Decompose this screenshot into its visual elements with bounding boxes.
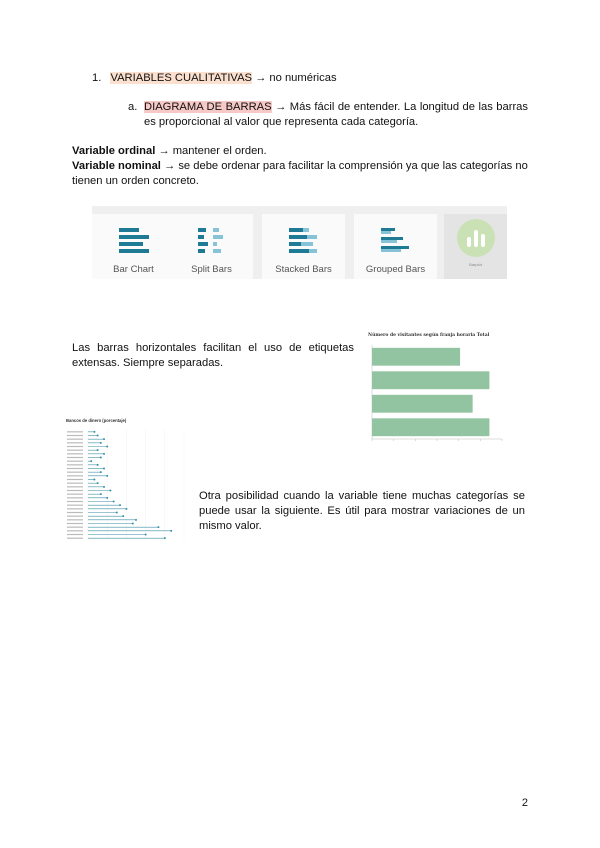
dot: [157, 526, 159, 528]
paragraph-horizontal-bars: Las barras horizontales facilitan el uso de etiquetas extensas. Siempre separadas.: [72, 342, 354, 369]
stacked-bars-icon: [287, 226, 321, 254]
dot: [122, 515, 124, 517]
dot: [103, 486, 105, 488]
category-label: [67, 439, 83, 440]
diagram-highlight: DIAGRAMA DE BARRAS: [144, 101, 272, 113]
chart-type-label: Bar Chart: [113, 264, 154, 275]
bar-chart-icon: [117, 226, 151, 254]
chart-title: Bancos de dinero (porcentaje): [66, 418, 127, 423]
chart-type-split-bars[interactable]: [170, 214, 253, 279]
page-number: 2: [521, 797, 528, 809]
category-label: [67, 512, 83, 513]
dot: [116, 512, 118, 514]
heading-highlight: VARIABLES CUALITATIVAS: [110, 72, 252, 84]
category-label: [67, 490, 83, 491]
category-label: [67, 494, 83, 495]
category-label: [67, 450, 83, 451]
dot: [100, 457, 102, 459]
category-label: [67, 538, 83, 539]
dot: [119, 504, 121, 506]
category-label: [67, 508, 83, 509]
dot-plot-chart: [66, 418, 186, 553]
bar: [372, 395, 473, 413]
split-bars-icon: [195, 226, 229, 254]
category-label: [67, 442, 83, 443]
chart-type-grouped-bars[interactable]: [354, 214, 437, 279]
chart-type-label: Grouped Bars: [365, 264, 426, 275]
dot: [103, 468, 105, 470]
paragraph-other-option: Otra posibilidad cuando la variable tiene muchas categorías se puede usar la siguiente. Es útil para mostrar variaciones de un mismo valor.: [199, 490, 525, 532]
dot: [109, 490, 111, 492]
item1-text: → no numéricas: [252, 72, 337, 84]
category-label: [67, 435, 83, 436]
category-label: [67, 505, 83, 506]
chart-type-stacked-bars[interactable]: [262, 214, 345, 279]
category-label: [67, 475, 83, 476]
ordinal-text: → mantener el orden.: [155, 145, 267, 157]
nominal-text: → se debe ordenar para facilitar la comprensión ya que las categorías no tienen un orden concreto.: [72, 160, 528, 187]
dot: [100, 471, 102, 473]
dot: [100, 442, 102, 444]
dot: [93, 431, 95, 433]
category-label: [67, 472, 83, 473]
category-label: [67, 464, 83, 465]
chart-type-label: Barplot: [469, 262, 482, 267]
list-letter: a.: [128, 101, 138, 113]
category-label: [67, 457, 83, 458]
item-a-text: → Más fácil de entender. La longitud de las barras es proporcional al valor que representa cada categoría.: [144, 101, 528, 128]
list-number: 1.: [92, 72, 102, 84]
category-label: [67, 486, 83, 487]
dot: [106, 497, 108, 499]
chart-type-strip: [92, 206, 507, 279]
category-label: [67, 534, 83, 535]
dot: [100, 493, 102, 495]
bar: [372, 348, 460, 366]
category-label: [67, 431, 83, 432]
horizontal-bar-chart: [366, 333, 508, 453]
dot: [135, 519, 137, 521]
category-label: [67, 453, 83, 454]
barplot-icon: [456, 218, 496, 258]
category-label: [67, 461, 83, 462]
dot-plot: [66, 424, 186, 550]
dot: [97, 482, 99, 484]
dot: [90, 460, 92, 462]
chart-type-barplot[interactable]: [444, 214, 507, 279]
dot: [164, 537, 166, 539]
category-label: [67, 497, 83, 498]
dot: [97, 449, 99, 451]
dot: [103, 438, 105, 440]
category-label: [67, 519, 83, 520]
dot: [132, 523, 134, 525]
list-item-a: [128, 100, 528, 130]
ordinal-line: [72, 144, 528, 159]
category-label: [67, 468, 83, 469]
dot: [103, 453, 105, 455]
dot: [106, 446, 108, 448]
category-label: [67, 479, 83, 480]
dot: [93, 479, 95, 481]
bar: [372, 418, 489, 436]
category-label: [67, 527, 83, 528]
chart-type-label: Stacked Bars: [275, 264, 332, 275]
category-label: [67, 501, 83, 502]
dot: [125, 508, 127, 510]
dot: [170, 530, 172, 532]
category-label: [67, 516, 83, 517]
dot: [97, 464, 99, 466]
dot: [113, 501, 115, 503]
dot: [106, 475, 108, 477]
category-label: [67, 523, 83, 524]
ordinal-term: Variable ordinal: [72, 145, 156, 157]
dot: [97, 435, 99, 437]
list-item-1: [92, 71, 337, 86]
nominal-line: [72, 159, 528, 189]
chart-type-bar-chart[interactable]: [92, 214, 175, 279]
category-label: [67, 530, 83, 531]
grouped-bars-icon: [379, 226, 413, 254]
category-label: [67, 446, 83, 447]
bar: [372, 371, 489, 389]
category-label: [67, 483, 83, 484]
bar-chart-plot: [366, 339, 508, 453]
chart-title: Número de visitantes según franja horaria Total: [368, 333, 490, 338]
chart-type-label: Split Bars: [191, 264, 232, 275]
dot: [145, 534, 147, 536]
nominal-term: Variable nominal: [72, 160, 161, 172]
